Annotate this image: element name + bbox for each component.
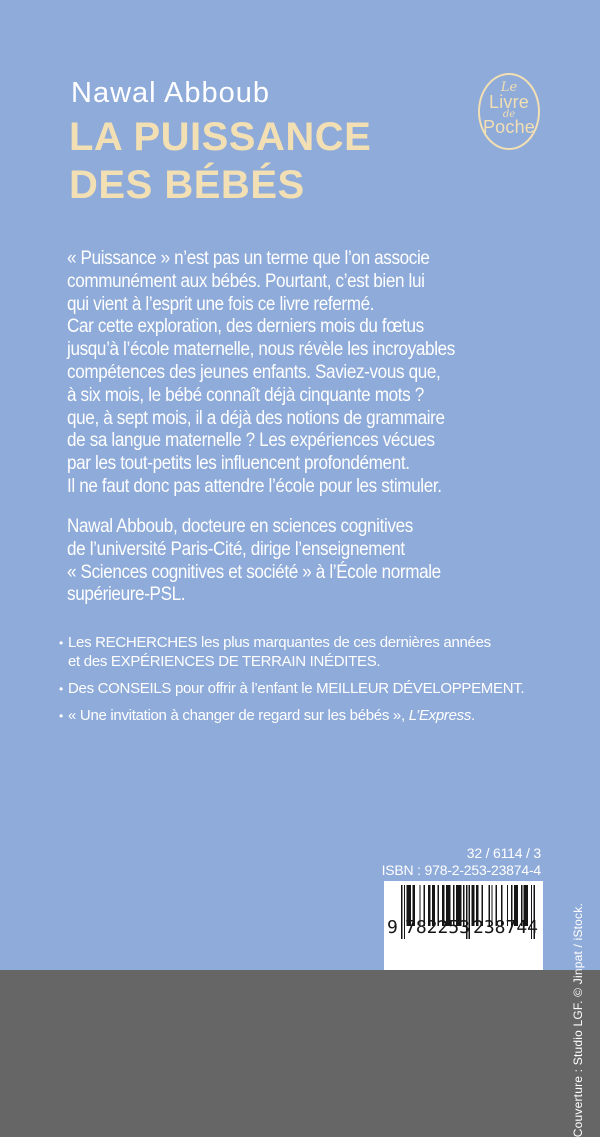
cover-credits: Couverture : Studio LGF. © Jinpat / iStock. (571, 903, 585, 1137)
barcode-digit-group: 9 (387, 917, 398, 938)
synopsis-line: à six mois, le bébé connaît déjà cinquante mots ? (67, 384, 424, 406)
synopsis-line: communément aux bébés. Pourtant, c’est bien lui (67, 270, 425, 292)
logo-poche: Poche (482, 117, 536, 137)
quote-text: « Une invitation à changer de regard sur les bébés », (68, 706, 409, 724)
barcode-digits (384, 917, 543, 939)
synopsis-line: Il ne faut donc pas attendre l’école pour les stimuler. (67, 475, 442, 497)
press-source: L’Express (408, 706, 472, 724)
publisher-logo (478, 73, 540, 150)
selling-points-list (59, 634, 524, 734)
print-code: 32 / 6114 / 3 (466, 845, 541, 861)
bullet-icon: • (59, 636, 63, 650)
synopsis-line: de sa langue maternelle ? Les expériences vécues (67, 430, 435, 452)
book-title-line2: DES BÉBÉS (69, 163, 305, 207)
barcode-panel (384, 881, 543, 970)
isbn-number: ISBN : 978-2-253-23874-4 (381, 862, 541, 878)
barcode-digit-group: 238744 (473, 917, 539, 938)
bullet-icon: • (59, 708, 63, 723)
bullet-item-press-quote (59, 707, 524, 726)
bullet-text (68, 707, 475, 726)
synopsis-line: Car cette exploration, des derniers mois du fœtus (67, 316, 424, 338)
bio-line: « Sciences cognitives et société » à l’École normale (67, 561, 441, 583)
synopsis-paragraph (67, 248, 455, 499)
synopsis-line: « Puissance » n’est pas un terme que l’on associe (67, 248, 430, 269)
logo-livre: Livre (488, 92, 529, 112)
bullet-item-advice (59, 680, 524, 699)
synopsis-line: compétences des jeunes enfants. Saviez-vous que, (67, 361, 441, 383)
logo-de: de (502, 109, 516, 120)
synopsis-line: par les tout-petits les influencent profondément. (67, 453, 410, 475)
bullet-item-research (59, 634, 524, 671)
synopsis-line: qui vient à l’esprit une fois ce livre refermé. (67, 293, 375, 315)
book-title (69, 113, 371, 209)
synopsis-line: jusqu’à l’école maternelle, nous révèle les incroyables (67, 339, 455, 361)
barcode-digit-group: 782253 (405, 917, 471, 938)
bio-line: de l’université Paris-Cité, dirige l’enseignement (67, 538, 405, 560)
synopsis-line: que, à sept mois, il a déjà des notions de grammaire (67, 407, 445, 429)
bio-line: Nawal Abboub, docteure en sciences cognitives (67, 516, 413, 537)
bullet-line: Les RECHERCHES les plus marquantes de ces dernières années (68, 634, 491, 651)
bullet-line: et des EXPÉRIENCES DE TERRAIN INÉDITES. (68, 652, 381, 670)
bullet-text: Des CONSEILS pour offrir à l’enfant le MEILLEUR DÉVELOPPEMENT. (68, 679, 525, 697)
bio-line: supérieure-PSL. (67, 584, 186, 606)
bullet-text (68, 634, 491, 671)
logo-le: Le (500, 80, 518, 95)
book-title-line1: LA PUISSANCE (69, 115, 372, 159)
author-bio-paragraph (67, 516, 441, 607)
quote-period: . (471, 706, 475, 724)
author-name: Nawal Abboub (71, 77, 271, 109)
bullet-icon: • (59, 681, 63, 696)
